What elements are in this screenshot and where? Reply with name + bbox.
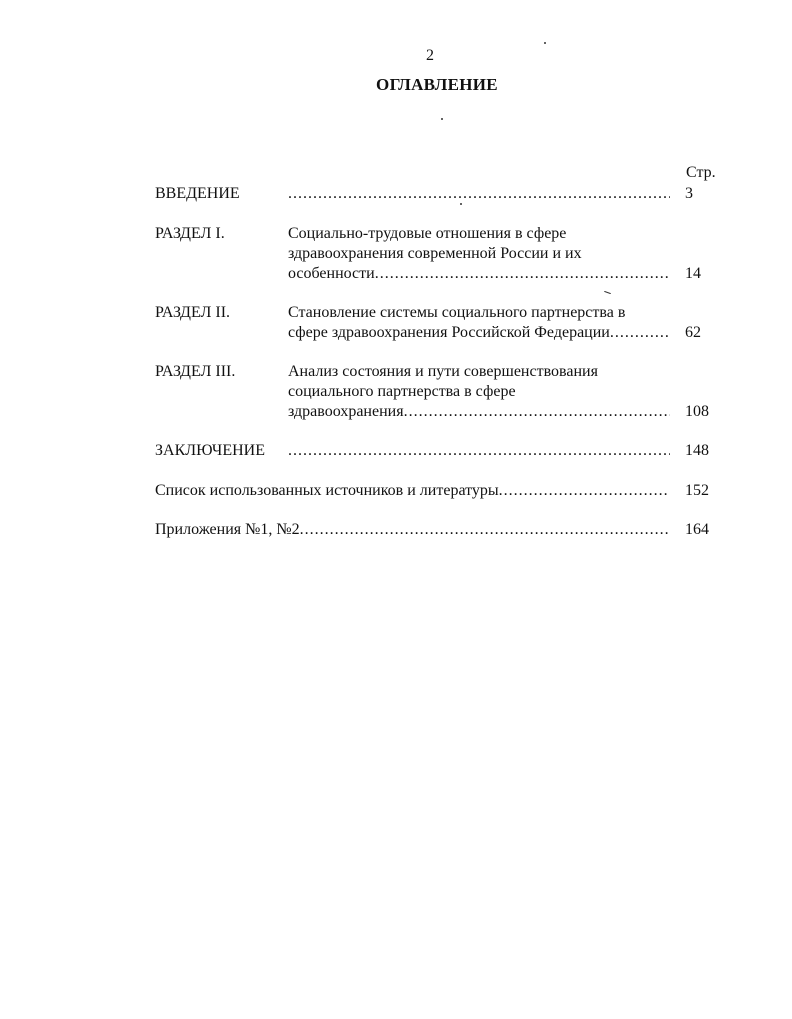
page-number: 2 [426,47,434,64]
toc-entry-appendices [155,520,715,540]
toc-entry-label: ЗАКЛЮЧЕНИЕ [155,442,265,459]
page-title: ОГЛАВЛЕНИЕ [376,75,498,94]
toc-entry-page: 164 [685,521,709,538]
toc-entry-text-line [155,520,668,540]
scan-speck [441,118,443,120]
toc-entry-text-line: Социально-трудовые отношения в сфере [288,225,567,242]
toc-entry-label: Список использованных источников и литературы [155,482,499,499]
toc-entry-label: РАЗДЕЛ I. [155,225,225,242]
toc-entry-text-line: здравоохранения ..... [288,402,670,422]
toc-entry-page: 3 [685,185,693,202]
toc-entry-text-line: Анализ состояния и пути совершенствования [288,363,598,380]
page-column-header: Стр. [686,164,716,181]
scan-speck [604,291,611,294]
toc-entry-text-line [155,481,668,501]
toc-entry-page: 108 [685,403,709,420]
toc-entry-label: Приложения №1, №2 [155,521,300,538]
toc-entry-text-line: Становление системы социального партнерства в [288,304,626,321]
scan-speck [460,203,462,205]
toc-entry-text-line: социального партнерства в сфере [288,383,516,400]
toc-entry-page: 62 [685,324,701,341]
scan-speck [544,42,546,44]
toc-entry-text-line: сфере здравоохранения Российской Федерации ..... [288,323,670,343]
toc-entry-text-line: особенности ..... [288,264,670,284]
toc-leader [288,184,670,204]
toc-entry-label: РАЗДЕЛ III. [155,363,236,380]
toc-entry-text-line: здравоохранения современной России и их [288,245,582,262]
toc-entry-label: РАЗДЕЛ II. [155,304,231,321]
toc-entry-label: ВВЕДЕНИЕ [155,185,240,202]
toc-leader [288,441,670,461]
toc-entry-page: 14 [685,265,701,282]
toc-entry-bibliography [155,481,715,501]
toc-entry-page: 152 [685,482,709,499]
toc-entry-page: 148 [685,442,709,459]
